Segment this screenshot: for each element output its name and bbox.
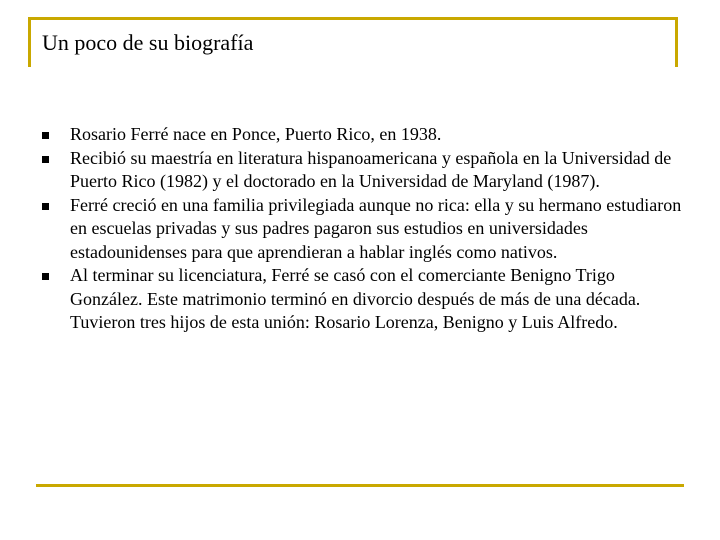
title-frame-left-rule: [28, 17, 31, 67]
square-bullet-icon: [42, 123, 70, 147]
bullet-text: Rosario Ferré nace en Ponce, Puerto Rico, en 1938.: [70, 124, 442, 144]
footer-rule: [36, 484, 684, 487]
bullet-item: [42, 147, 682, 194]
bullet-text: Ferré creció en una familia privilegiada aunque no rica: ella y su hermano estudiaron en escuelas privadas y sus padres pagaron sus estudios en universidades estadounidenses para que aprendieran a hablar inglés como nativos.: [70, 194, 682, 262]
title-frame-right-rule: [675, 17, 678, 67]
bullet-list: [42, 123, 682, 335]
bullet-item: [42, 123, 682, 147]
bullet-text: Recibió su maestría en literatura hispanoamericana y española en la Universidad de Puerto Rico (1982) y el doctorado en la Universidad de Maryland (1987).: [70, 147, 672, 191]
bullet-text: Al terminar su licenciatura, Ferré se casó con el comerciante Benigno Trigo González. Este matrimonio terminó en divorcio después de más de una década. Tuvieron tres hijos de esta unión: Rosario Lorenza, Benigno y Luis Alfredo.: [70, 265, 641, 332]
square-bullet-icon: [42, 194, 70, 218]
bullet-item: [42, 264, 682, 335]
slide-title: Un poco de su biografía: [42, 30, 254, 55]
bullet-item: [42, 194, 682, 265]
square-bullet-icon: [42, 147, 70, 171]
square-bullet-icon: [42, 264, 70, 288]
title-frame-top-rule: [28, 17, 678, 20]
